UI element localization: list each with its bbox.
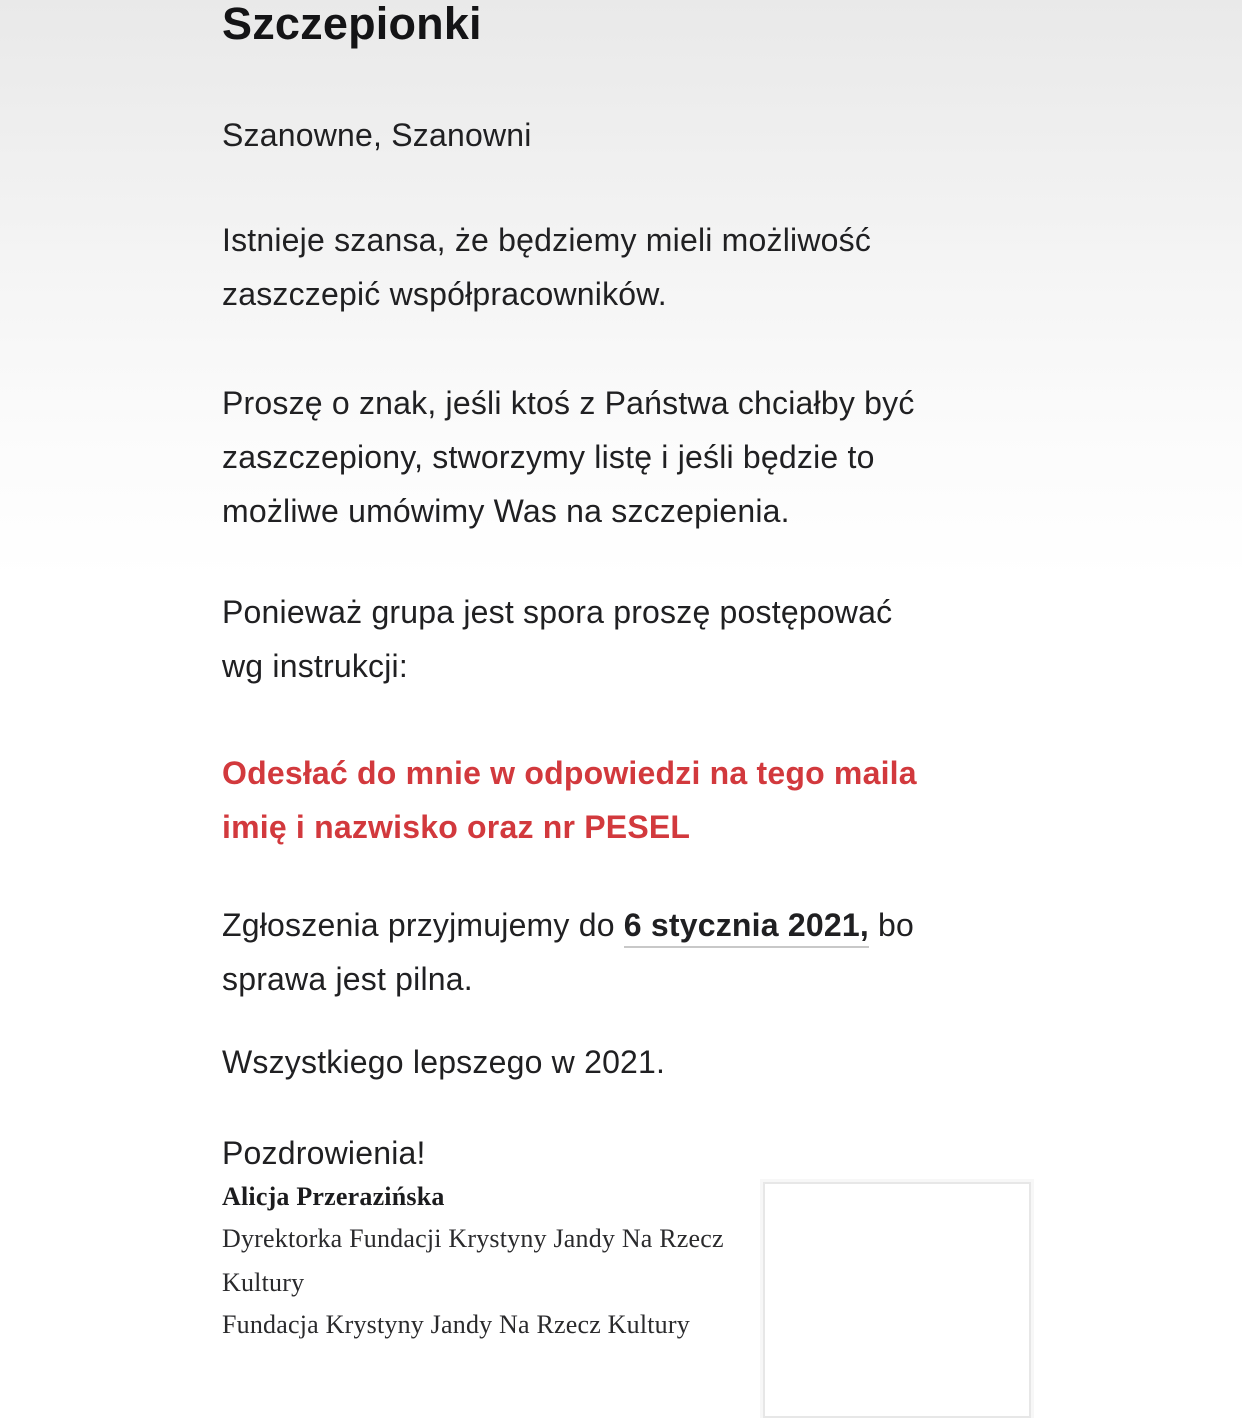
paragraph-line: możliwe umówimy Was na szczepienia. — [222, 493, 790, 529]
paragraph-line: Proszę o znak, jeśli ktoś z Państwa chciałby być — [222, 385, 915, 421]
deadline-line: sprawa jest pilna. — [222, 961, 473, 997]
paragraph-line: Ponieważ grupa jest spora proszę postępować — [222, 594, 893, 630]
signature-organization: Fundacja Krystyny Jandy Na Rzecz Kultury — [222, 1310, 690, 1339]
deadline-prefix: Zgłoszenia przyjmujemy do — [222, 907, 624, 943]
signature-name: Alicja Przerazińska — [222, 1182, 445, 1211]
deadline-suffix: bo — [868, 907, 915, 943]
deadline-date[interactable]: 6 stycznia 2021, — [624, 907, 869, 948]
paragraph-deadline — [222, 898, 914, 1006]
paragraph-instructions-intro — [222, 585, 892, 693]
deadline-line — [222, 898, 914, 952]
paragraph-request — [222, 376, 915, 538]
highlight-line: Odesłać do mnie w odpowiedzi na tego maila — [222, 755, 917, 791]
paragraph-possibility — [222, 213, 871, 321]
signature-role-line1: Dyrektorka Fundacji Krystyny Jandy Na Rzecz — [222, 1224, 724, 1253]
paragraph-line: wg instrukcji: — [222, 648, 408, 684]
email-subject: Szczepionki — [222, 0, 482, 49]
signature-role-line2: Kultury — [222, 1268, 305, 1297]
greeting-line: Szanowne, Szanowni — [222, 117, 532, 153]
regards-line: Pozdrowienia! — [222, 1135, 426, 1171]
signature-image-placeholder — [763, 1182, 1031, 1418]
highlight-line: imię i nazwisko oraz nr PESEL — [222, 809, 691, 845]
paragraph-instruction-highlight — [222, 746, 917, 854]
paragraph-line: zaszczepiony, stworzymy listę i jeśli będzie to — [222, 439, 875, 475]
paragraph-line: Istnieje szansa, że będziemy mieli możliwość — [222, 222, 872, 258]
paragraph-line: zaszczepić współpracowników. — [222, 276, 667, 312]
wishes-line: Wszystkiego lepszego w 2021. — [222, 1044, 666, 1080]
